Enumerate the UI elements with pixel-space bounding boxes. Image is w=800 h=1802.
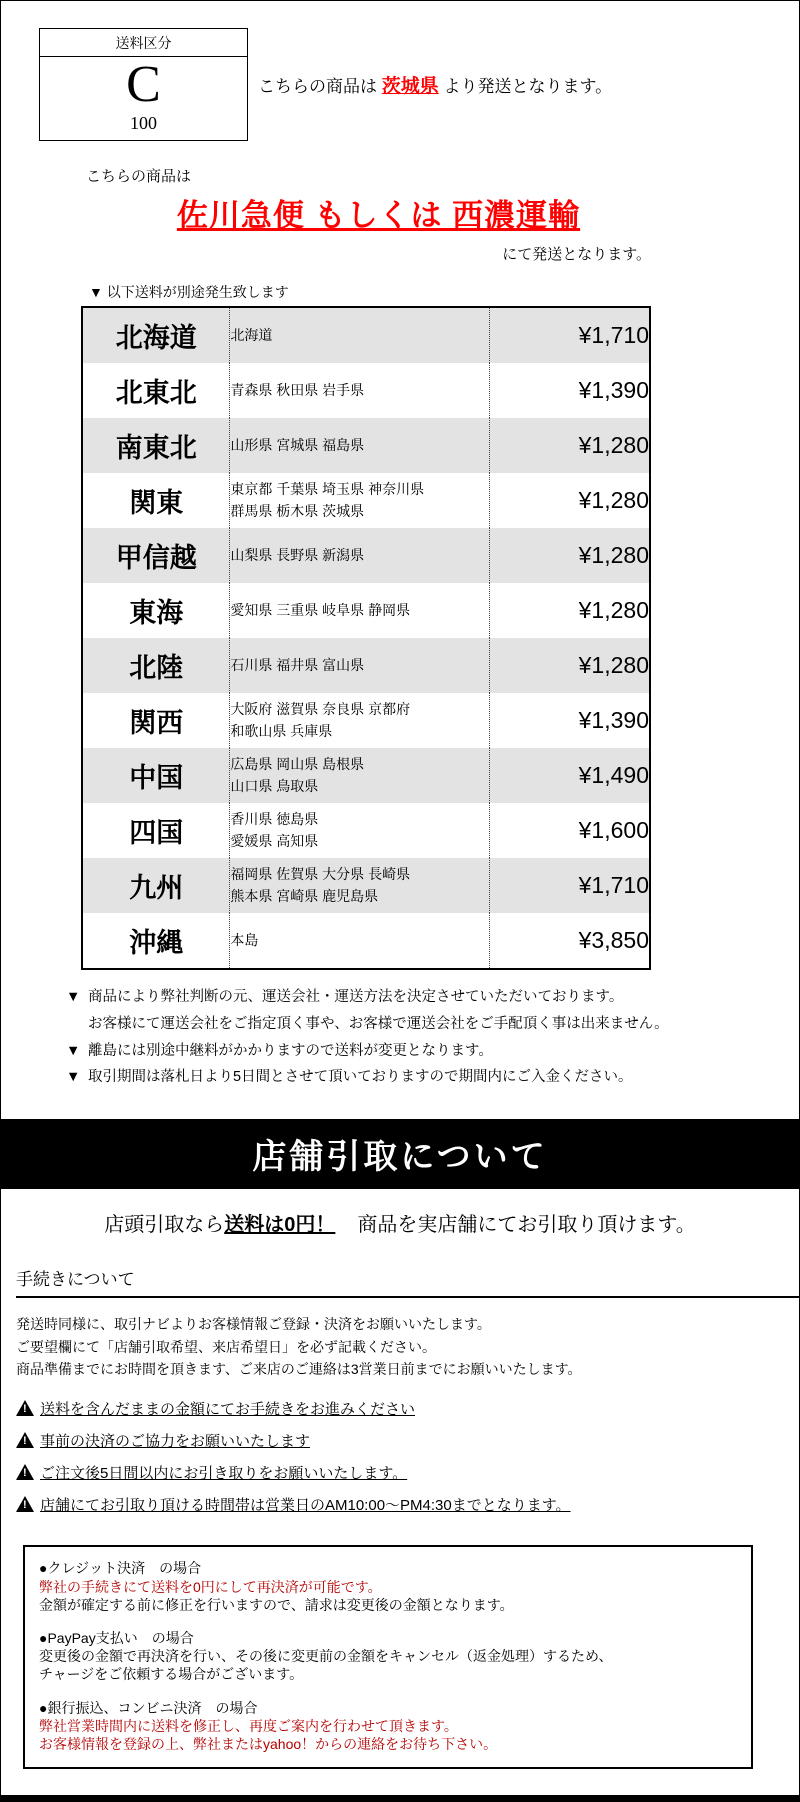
region-prefectures: 愛知県 三重県 岐阜県 静岡県: [230, 583, 490, 638]
pickup-lead-post: 商品を実店舗にてお引取り頂けます。: [357, 1214, 696, 1237]
region-name: 沖縄: [129, 928, 184, 958]
region-name: 四国: [129, 818, 184, 848]
procedure-line: ご要望欄にて「店舗引取希望、来店希望日」を必ず記載ください。: [16, 1338, 436, 1355]
region-prefectures: 広島県 岡山県 島根県 山口県 鳥取県: [230, 748, 490, 803]
region-prefectures: 大阪府 滋賀県 奈良県 京都府 和歌山県 兵庫県: [230, 693, 490, 748]
note-line: ▼ 離島には別途中継料がかかりますので送料が変更となります。: [66, 1042, 493, 1059]
region-price: ¥1,710: [490, 307, 650, 363]
procedure-heading: 手続きについて: [16, 1270, 135, 1290]
payment-line: チャージをご依頼する場合がございます。: [39, 1666, 304, 1683]
origin-prefecture: 茨城県: [381, 76, 439, 97]
region-name: 北東北: [115, 378, 197, 408]
origin-line: [258, 71, 612, 98]
warning-line: ! 送料を含んだままの金額にてお手続きをお進みください: [16, 1398, 799, 1419]
payment-line: 変更後の金額で再決済を行い、その後に変更前の金額をキャンセル（返金処理）するため、: [39, 1648, 613, 1665]
table-row: [82, 528, 650, 583]
region-prefectures: 福岡県 佐賀県 大分県 長崎県 熊本県 宮崎県 鹿児島県: [230, 858, 490, 913]
table-row: [82, 307, 650, 363]
carrier-outro: にて発送となります。: [502, 246, 651, 263]
region-name: 関西: [129, 708, 184, 738]
table-row: [82, 693, 650, 748]
payment-section-title: ●PayPay支払い の場合: [39, 1629, 194, 1646]
payment-line: お客様情報を登録の上、弊社またはyahoo！からの連絡をお待ち下さい。: [39, 1735, 498, 1752]
table-row: [82, 638, 650, 693]
payment-section-paypay: [39, 1629, 737, 1684]
shipping-class-box: [39, 28, 248, 141]
region-prefectures: 東京都 千葉県 埼玉県 神奈川県 群馬県 栃木県 茨城県: [230, 473, 490, 528]
shipping-class-section: [39, 28, 799, 141]
region-name: 九州: [129, 873, 184, 903]
region-prefectures: 北海道: [230, 307, 490, 363]
carrier-intro: こちらの商品は: [86, 168, 192, 185]
payment-section-title: ●クレジット決済 の場合: [39, 1560, 202, 1577]
region-name: 南東北: [115, 433, 197, 463]
region-name: 中国: [129, 763, 184, 793]
store-pickup-banner: 店舗引取について: [1, 1119, 799, 1189]
table-row: [82, 583, 650, 638]
region-prefectures: 香川県 徳島県 愛媛県 高知県: [230, 803, 490, 858]
origin-suffix: より発送となります。: [438, 77, 613, 96]
table-row: [82, 858, 650, 913]
fee-table-caption: ▼ 以下送料が別途発生致します: [89, 284, 289, 300]
table-row: [82, 363, 650, 418]
region-prefectures: 青森県 秋田県 岩手県: [230, 363, 490, 418]
warning-icon: [16, 1464, 34, 1480]
region-price: ¥1,280: [490, 528, 650, 583]
region-price: ¥1,390: [490, 693, 650, 748]
payment-section-title: ●銀行振込、コンビニ決済 の場合: [39, 1699, 258, 1716]
region-price: ¥1,280: [490, 473, 650, 528]
region-prefectures: 山梨県 長野県 新潟県: [230, 528, 490, 583]
region-price: ¥1,390: [490, 363, 650, 418]
region-name: 甲信越: [115, 543, 197, 573]
shipping-class-label: 送料区分: [40, 29, 247, 57]
note-line: ▼ 取引期間は落札日より5日間とさせて頂いておりますので期間内にご入金ください。: [66, 1069, 633, 1086]
warning-line: ! 事前の決済のご協力をお願いいたします: [16, 1430, 799, 1451]
payment-section-credit: [39, 1559, 737, 1614]
payment-line: 弊社営業時間内に送料を修正し、再度ご案内を行わせて頂きます。: [39, 1717, 458, 1734]
payment-line: 弊社の手続きにて送料を0円にして再決済が可能です。: [39, 1578, 382, 1595]
payment-methods-box: [23, 1545, 753, 1769]
warning-icon: [16, 1496, 34, 1512]
region-price: ¥1,280: [490, 583, 650, 638]
table-row: [82, 803, 650, 858]
region-price: ¥1,710: [490, 858, 650, 913]
pickup-lead-pre: 店頭引取なら: [104, 1214, 225, 1237]
region-name: 北陸: [129, 653, 184, 683]
region-price: ¥1,600: [490, 803, 650, 858]
payment-section-bank: [39, 1699, 737, 1754]
note-line: ▼ 商品により弊社判断の元、運送会社・運送方法を決定させていただいております。: [66, 989, 624, 1005]
region-name: 北海道: [115, 323, 197, 353]
region-prefectures: 本島: [230, 913, 490, 969]
procedure-rule: [16, 1296, 799, 1298]
region-prefectures: 石川県 福井県 富山県: [230, 638, 490, 693]
carrier-names-heading: 佐川急便 もしくは 西濃運輸: [176, 198, 581, 233]
procedure-paragraph: [16, 1313, 799, 1380]
warning-icon: [16, 1432, 34, 1448]
warning-line: ! ご注文後5日間以内にお引き取りをお願いいたします。: [16, 1462, 799, 1483]
warning-line: ! 店舗にてお引取り頂ける時間帯は営業日のAM10:00～PM4:30までとなります。: [16, 1494, 799, 1515]
table-row: [82, 418, 650, 473]
pickup-warnings: [16, 1398, 799, 1515]
pickup-lead: [1, 1208, 799, 1237]
region-name: 関東: [129, 488, 184, 518]
note-line: お客様にて運送会社をご指定頂く事や、お客様で運送会社をご手配頂く事は出来ません。: [88, 1015, 669, 1032]
region-price: ¥1,280: [490, 418, 650, 473]
table-row: [82, 473, 650, 528]
region-price: ¥1,280: [490, 638, 650, 693]
pickup-lead-em: 送料は0円！: [224, 1214, 336, 1237]
table-row: [82, 913, 650, 969]
shipping-notes: [66, 984, 799, 1091]
region-price: ¥3,850: [490, 913, 650, 969]
warning-icon: [16, 1400, 34, 1416]
procedure-line: 発送時同様に、取引ナビよりお客様情報ご登録・決済をお願いいたします。: [16, 1316, 491, 1333]
shipping-class-letter: C: [126, 56, 161, 113]
region-prefectures: 山形県 宮城県 福島県: [230, 418, 490, 473]
region-price: ¥1,490: [490, 748, 650, 803]
shipping-class-code: 100: [130, 113, 157, 133]
shipping-fee-table: [81, 306, 651, 970]
procedure-line: 商品準備までにお時間を頂きます、ご来店のご連絡は3営業日前までにお願いいたします。: [16, 1361, 582, 1378]
table-row: [82, 748, 650, 803]
payment-line: 金額が確定する前に修正を行いますので、請求は変更後の金額となります。: [39, 1596, 514, 1613]
origin-prefix: こちらの商品は: [258, 77, 382, 96]
region-name: 東海: [129, 598, 184, 628]
